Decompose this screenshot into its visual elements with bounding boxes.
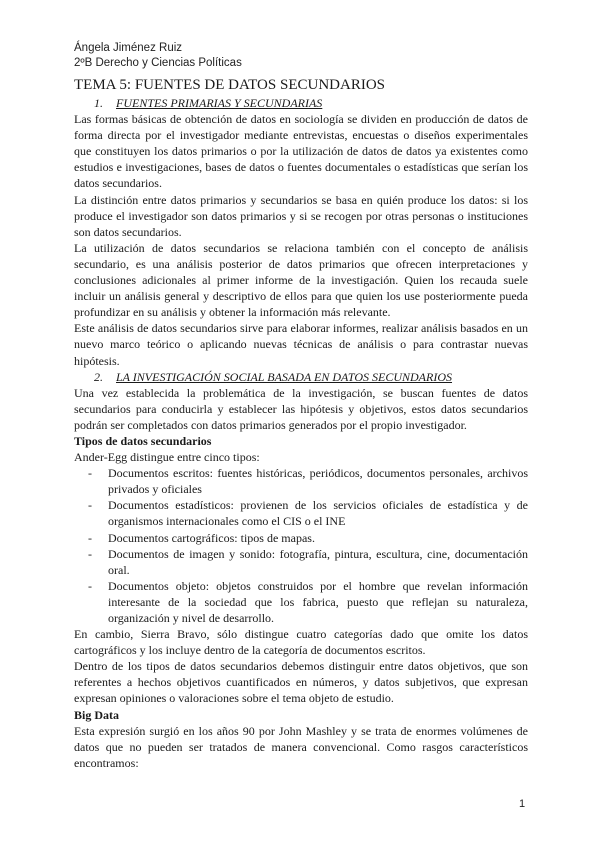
section-1-heading-text: FUENTES PRIMARIAS Y SECUNDARIAS (116, 96, 323, 110)
types-list (74, 465, 528, 626)
list-item (74, 465, 528, 497)
list-item-text: Documentos cartográficos: tipos de mapas. (108, 530, 315, 545)
section-2-heading-text: LA INVESTIGACIÓN SOCIAL BASADA EN DATOS SECUNDARIOS (116, 369, 453, 384)
list-item (74, 530, 528, 546)
paragraph: En cambio, Sierra Bravo, sólo distingue cuatro categorías dado que omite los datos cartográficos y los incluye dentro de la categoría de documentos escritos. (74, 627, 528, 658)
list-item (74, 578, 528, 626)
list-item (74, 546, 528, 578)
paragraph: La utilización de datos secundarios se relaciona también con el concepto de análisis secundario, es una análisis posterior de datos primarios que ofrecen interpretaciones y conclusiones adicionales al primer informe de la investigación. Quien los recauda suele incluir un análisis general y descriptivo de ellos para que quien los use posteriormente pueda profundizar en su análisis y obtener la información más relevante. (74, 240, 528, 320)
paragraph: Una vez establecida la problemática de la investigación, se buscan fuentes de datos secundarios para conducirla y establecer las hipótesis y objetivos, estos datos secundarios podrán ser completados con datos primarios generados por el propio investigador. (74, 385, 528, 432)
list-item-text: Documentos estadísticos: provienen de los servicios oficiales de estadística y de organismos internacionales como el CIS o el INE (108, 498, 528, 529)
page-number: 1 (519, 798, 526, 810)
dash-bullet: - (88, 530, 92, 545)
author-name: Ángela Jiménez Ruiz (74, 42, 183, 54)
course-name: 2ºB Derecho y Ciencias Políticas (74, 56, 242, 69)
paragraph: Esta expresión surgió en los años 90 por John Mashley y se trata de enormes volúmenes de datos que no pueden ser tratados de manera convencional. Como rasgos característicos encontramos: (74, 723, 528, 770)
list-item-text: Documentos objeto: objetos construidos por el hombre que revelan información interesante de la sociedad que los fabrica, puesto que reflejan su naturaleza, organización y nivel de desarrollo. (108, 578, 528, 625)
section-1-heading (94, 95, 528, 111)
section-2-number: 2. (94, 369, 103, 384)
list-item-text: Documentos de imagen y sonido: fotografía, pintura, escultura, cine, documentación oral. (108, 546, 528, 577)
document-body (74, 76, 528, 771)
types-heading: Tipos de datos secundarios (74, 433, 212, 448)
types-intro: Ander-Egg distingue entre cinco tipos: (74, 450, 260, 465)
list-item (74, 497, 528, 529)
section-2-heading (94, 369, 528, 385)
paragraph: Dentro de los tipos de datos secundarios debemos distinguir entre datos objetivos, que son referentes a hechos objetivos cuantificados en números, y datos subjetivos, que expresan expresan opiniones o valoraciones sobre el tema objeto de estudio. (74, 659, 528, 706)
big-data-heading: Big Data (74, 707, 119, 722)
list-item-text: Documentos escritos: fuentes históricas, periódicos, documentos personales, archivos privados y oficiales (108, 466, 528, 497)
section-1-number: 1. (94, 96, 103, 110)
paragraph: Las formas básicas de obtención de datos en sociología se dividen en producción de datos de forma directa por el investigador mediante entrevistas, encuestas o diseños experimentales que constituyen los datos primarios o por la utilización de datos de datos ya existentes como estudios e investigaciones, bases de datos o fuentes documentales o estadísticas que serían los datos secundarios. (74, 112, 528, 191)
dash-bullet: - (88, 498, 92, 513)
document-title: TEMA 5: FUENTES DE DATOS SECUNDARIOS (74, 77, 386, 93)
paragraph: Este análisis de datos secundarios sirve para elaborar informes, realizar análisis basados en un nuevo marco teórico o aplicando nuevas técnicas de análisis o para contrastar nuevas hipótesis. (74, 321, 528, 368)
dash-bullet: - (88, 578, 92, 593)
dash-bullet: - (88, 546, 92, 561)
paragraph: La distinción entre datos primarios y secundarios se basa en quién produce los datos: si los produce el investigador son datos primarios y si se recogen por otras personas o instituciones son datos secundarios. (74, 192, 528, 239)
dash-bullet: - (88, 466, 92, 481)
page-header (74, 41, 242, 70)
